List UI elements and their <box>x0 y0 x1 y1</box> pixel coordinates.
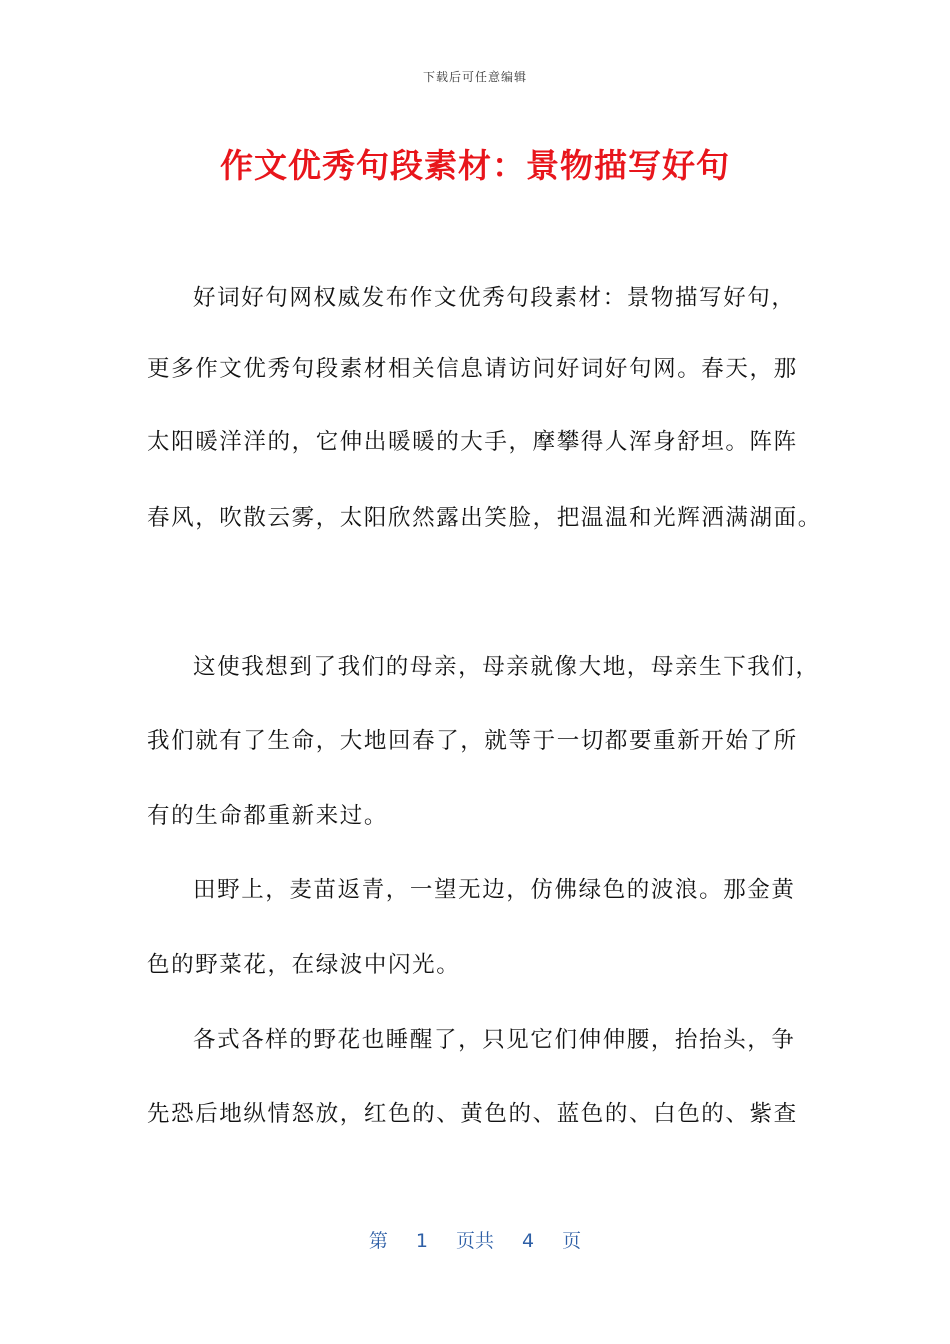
paragraph-line: 我们就有了生命，大地回春了，就等于一切都要重新开始了所 <box>147 728 798 754</box>
paragraph-line: 这使我想到了我们的母亲，母亲就像大地，母亲生下我们， <box>193 654 820 680</box>
paragraph-line: 太阳暖洋洋的，它伸出暖暖的大手，摩攀得人浑身舒坦。阵阵 <box>147 429 798 455</box>
paragraph-line: 各式各样的野花也睡醒了，只见它们伸伸腰，抬抬头，争 <box>193 1027 796 1053</box>
page-prefix: 第 <box>368 1230 388 1252</box>
paragraph-line: 有的生命都重新来过。 <box>147 803 389 829</box>
paragraph-line: 春风，吹散云雾，太阳欣然露出笑脸，把温温和光辉洒满湖面。 <box>147 505 822 531</box>
page-footer <box>0 1226 950 1253</box>
page-number: 1 <box>415 1230 428 1252</box>
paragraph-line: 先恐后地纵情怒放，红色的、黄色的、蓝色的、白色的、紫查 <box>147 1101 798 1127</box>
paragraph-line: 色的野菜花，在绿波中闪光。 <box>147 952 461 978</box>
paragraph-line: 更多作文优秀句段素材相关信息请访问好词好句网。春天，那 <box>147 356 798 382</box>
page-total: 4 <box>522 1230 535 1252</box>
page-suffix: 页 <box>562 1230 582 1252</box>
paragraph-line: 田野上，麦苗返青，一望无边，仿佛绿色的波浪。那金黄 <box>193 877 796 903</box>
page-mid: 页共 <box>455 1230 494 1252</box>
paragraph-line: 好词好句网权威发布作文优秀句段素材：景物描写好句， <box>193 285 796 311</box>
header-note: 下载后可任意编辑 <box>422 70 527 84</box>
document-title: 作文优秀句段素材：景物描写好句 <box>220 146 730 185</box>
